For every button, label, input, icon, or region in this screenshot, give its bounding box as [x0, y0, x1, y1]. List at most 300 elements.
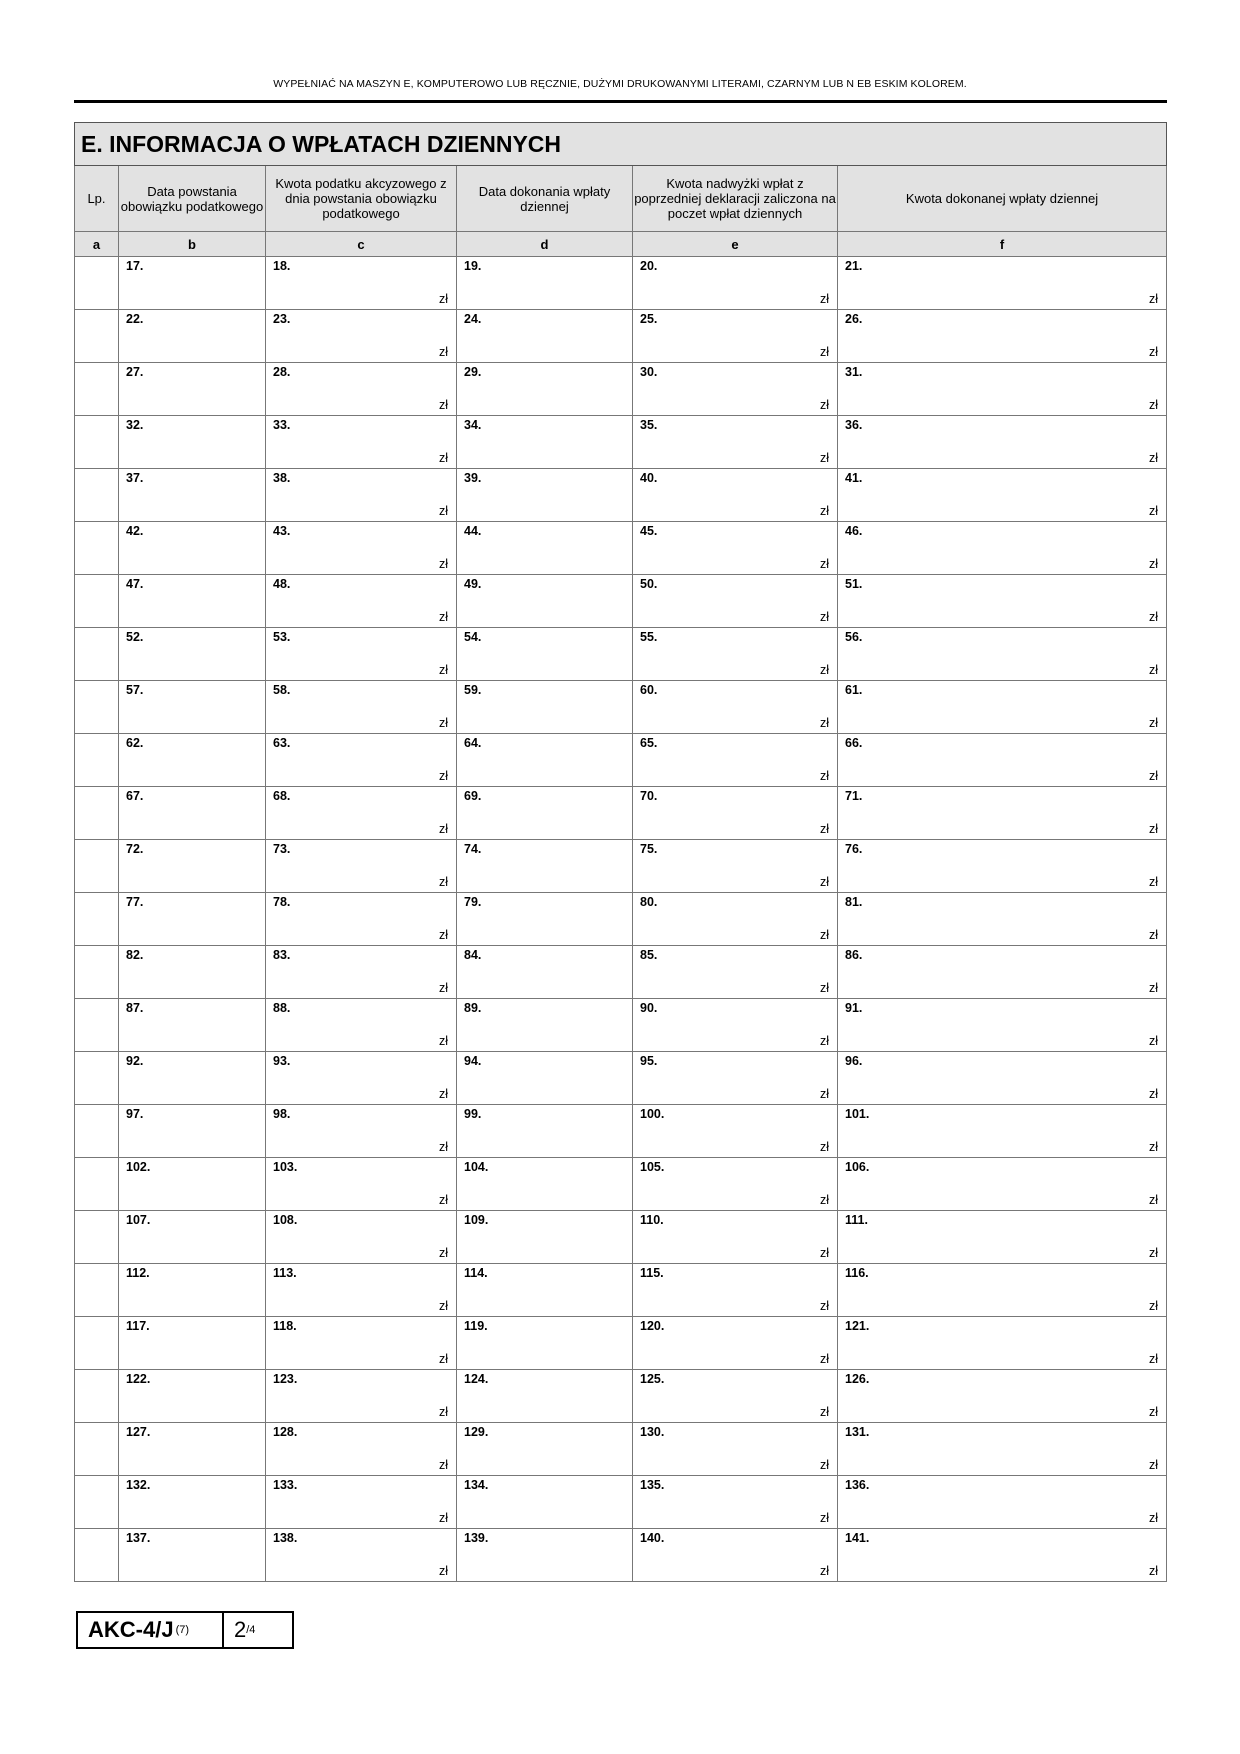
- field-payment-date[interactable]: [457, 893, 632, 945]
- field-number: 71.: [845, 789, 863, 803]
- field-excise-tax-amount[interactable]: [266, 363, 456, 415]
- cell-surplus-amount: [633, 1158, 838, 1211]
- field-surplus-amount[interactable]: [633, 787, 837, 839]
- field-tax-obligation-date[interactable]: [119, 1370, 265, 1422]
- letter-b: b: [119, 232, 266, 257]
- field-number: 103.: [273, 1160, 298, 1174]
- header-payment-amount: Kwota dokonanej wpłaty dziennej: [838, 166, 1167, 232]
- field-number: 59.: [464, 683, 482, 697]
- table-row: [75, 1529, 1167, 1582]
- currency-unit: zł: [438, 398, 448, 412]
- field-tax-obligation-date[interactable]: [119, 681, 265, 733]
- cell-surplus-amount: [633, 1476, 838, 1529]
- field-number: 123.: [273, 1372, 298, 1386]
- currency-unit: zł: [1149, 1511, 1159, 1525]
- field-number: 76.: [845, 842, 863, 856]
- field-surplus-amount[interactable]: [633, 628, 837, 680]
- cell-payment-date: [457, 999, 633, 1052]
- field-surplus-amount[interactable]: [633, 1052, 837, 1104]
- lp-cell: [75, 416, 119, 469]
- field-excise-tax-amount[interactable]: [266, 1052, 456, 1104]
- field-payment-amount[interactable]: [838, 1317, 1166, 1369]
- cell-excise-tax-amount: [266, 1476, 457, 1529]
- cell-payment-date: [457, 1317, 633, 1370]
- field-number: 134.: [464, 1478, 489, 1492]
- field-number: 57.: [126, 683, 144, 697]
- field-number: 122.: [126, 1372, 151, 1386]
- field-payment-amount[interactable]: [838, 1158, 1166, 1210]
- field-number: 63.: [273, 736, 291, 750]
- cell-payment-amount: [838, 522, 1167, 575]
- field-payment-date[interactable]: [457, 575, 632, 627]
- field-payment-date[interactable]: [457, 1317, 632, 1369]
- field-payment-date[interactable]: [457, 416, 632, 468]
- currency-unit: zł: [1149, 292, 1159, 306]
- cell-payment-amount: [838, 946, 1167, 999]
- cell-payment-amount: [838, 893, 1167, 946]
- field-tax-obligation-date[interactable]: [119, 1317, 265, 1369]
- cell-surplus-amount: [633, 787, 838, 840]
- currency-unit: zł: [438, 1246, 448, 1260]
- field-payment-date[interactable]: [457, 363, 632, 415]
- field-surplus-amount[interactable]: [633, 257, 837, 309]
- field-surplus-amount[interactable]: [633, 1158, 837, 1210]
- header-lp: Lp.: [75, 166, 119, 232]
- field-surplus-amount[interactable]: [633, 575, 837, 627]
- field-number: 118.: [273, 1319, 297, 1333]
- field-surplus-amount[interactable]: [633, 522, 837, 574]
- currency-unit: zł: [819, 1352, 829, 1366]
- cell-payment-date: [457, 628, 633, 681]
- table-row: [75, 681, 1167, 734]
- field-surplus-amount[interactable]: [633, 310, 837, 362]
- field-number: 140.: [640, 1531, 665, 1545]
- table-row: [75, 363, 1167, 416]
- section-title: E. INFORMACJA O WPŁATACH DZIENNYCH: [75, 123, 1167, 166]
- field-tax-obligation-date[interactable]: [119, 999, 265, 1051]
- currency-unit: zł: [819, 610, 829, 624]
- field-number: 24.: [464, 312, 482, 326]
- field-number: 26.: [845, 312, 863, 326]
- currency-unit: zł: [438, 928, 448, 942]
- field-excise-tax-amount[interactable]: [266, 681, 456, 733]
- field-number: 126.: [845, 1372, 870, 1386]
- cell-tax-obligation-date: [119, 999, 266, 1052]
- lp-cell: [75, 1370, 119, 1423]
- cell-excise-tax-amount: [266, 893, 457, 946]
- field-number: 121.: [845, 1319, 870, 1333]
- field-excise-tax-amount[interactable]: [266, 1529, 456, 1581]
- field-number: 77.: [126, 895, 144, 909]
- field-payment-date[interactable]: [457, 787, 632, 839]
- lp-cell: [75, 469, 119, 522]
- field-payment-amount[interactable]: [838, 1052, 1166, 1104]
- field-number: 67.: [126, 789, 144, 803]
- cell-surplus-amount: [633, 1529, 838, 1582]
- field-payment-amount[interactable]: [838, 999, 1166, 1051]
- field-number: 66.: [845, 736, 863, 750]
- currency-unit: zł: [819, 822, 829, 836]
- cell-surplus-amount: [633, 946, 838, 999]
- cell-payment-date: [457, 1423, 633, 1476]
- field-payment-date[interactable]: [457, 946, 632, 998]
- field-payment-amount[interactable]: [838, 363, 1166, 415]
- field-excise-tax-amount[interactable]: [266, 257, 456, 309]
- currency-unit: zł: [438, 1352, 448, 1366]
- field-surplus-amount[interactable]: [633, 1529, 837, 1581]
- field-payment-amount[interactable]: [838, 893, 1166, 945]
- field-number: 37.: [126, 471, 144, 485]
- currency-unit: zł: [819, 504, 829, 518]
- currency-unit: zł: [1149, 1140, 1159, 1154]
- currency-unit: zł: [819, 769, 829, 783]
- field-number: 111.: [845, 1213, 868, 1227]
- field-excise-tax-amount[interactable]: [266, 1264, 456, 1316]
- field-number: 128.: [273, 1425, 298, 1439]
- field-excise-tax-amount[interactable]: [266, 734, 456, 786]
- field-tax-obligation-date[interactable]: [119, 1052, 265, 1104]
- lp-cell: [75, 840, 119, 893]
- cell-tax-obligation-date: [119, 946, 266, 999]
- field-excise-tax-amount[interactable]: [266, 840, 456, 892]
- field-tax-obligation-date[interactable]: [119, 257, 265, 309]
- field-surplus-amount[interactable]: [633, 469, 837, 521]
- field-number: 75.: [640, 842, 658, 856]
- field-payment-date[interactable]: [457, 999, 632, 1051]
- field-surplus-amount[interactable]: [633, 1317, 837, 1369]
- field-tax-obligation-date[interactable]: [119, 310, 265, 362]
- field-number: 108.: [273, 1213, 298, 1227]
- field-number: 55.: [640, 630, 658, 644]
- currency-unit: zł: [819, 1140, 829, 1154]
- table-body: [75, 257, 1167, 1582]
- field-excise-tax-amount[interactable]: [266, 469, 456, 521]
- currency-unit: zł: [1149, 769, 1159, 783]
- field-number: 114.: [464, 1266, 488, 1280]
- field-number: 107.: [126, 1213, 151, 1227]
- field-surplus-amount[interactable]: [633, 1423, 837, 1475]
- field-tax-obligation-date[interactable]: [119, 416, 265, 468]
- field-number: 141.: [845, 1531, 870, 1545]
- cell-payment-amount: [838, 310, 1167, 363]
- field-surplus-amount[interactable]: [633, 1105, 837, 1157]
- table-row: [75, 1423, 1167, 1476]
- field-excise-tax-amount[interactable]: [266, 1423, 456, 1475]
- field-payment-amount[interactable]: [838, 1264, 1166, 1316]
- field-tax-obligation-date[interactable]: [119, 840, 265, 892]
- field-number: 86.: [845, 948, 863, 962]
- fill-instructions: WYPEŁNIAĆ NA MASZYN E, KOMPUTEROWO LUB RĘCZNIE, DUŻYMI DRUKOWANYMI LITERAMI, CZARNYM LUB N EB ESKIM KOLOREM.: [273, 78, 967, 90]
- field-surplus-amount[interactable]: [633, 999, 837, 1051]
- field-surplus-amount[interactable]: [633, 681, 837, 733]
- field-tax-obligation-date[interactable]: [119, 787, 265, 839]
- field-payment-date[interactable]: [457, 1052, 632, 1104]
- field-tax-obligation-date[interactable]: [119, 628, 265, 680]
- table-row: [75, 310, 1167, 363]
- lp-cell: [75, 787, 119, 840]
- field-surplus-amount[interactable]: [633, 893, 837, 945]
- field-number: 98.: [273, 1107, 291, 1121]
- field-payment-date[interactable]: [457, 1476, 632, 1528]
- cell-payment-date: [457, 1476, 633, 1529]
- cell-payment-amount: [838, 999, 1167, 1052]
- field-payment-date[interactable]: [457, 257, 632, 309]
- field-number: 127.: [126, 1425, 151, 1439]
- field-tax-obligation-date[interactable]: [119, 1529, 265, 1581]
- field-surplus-amount[interactable]: [633, 734, 837, 786]
- field-payment-amount[interactable]: [838, 416, 1166, 468]
- field-payment-date[interactable]: [457, 522, 632, 574]
- field-surplus-amount[interactable]: [633, 840, 837, 892]
- field-number: 51.: [845, 577, 863, 591]
- field-number: 27.: [126, 365, 144, 379]
- field-excise-tax-amount[interactable]: [266, 946, 456, 998]
- field-payment-amount[interactable]: [838, 1105, 1166, 1157]
- lp-cell: [75, 575, 119, 628]
- cell-excise-tax-amount: [266, 1370, 457, 1423]
- field-number: 25.: [640, 312, 658, 326]
- table-row: [75, 1476, 1167, 1529]
- field-payment-amount[interactable]: [838, 1529, 1166, 1581]
- table-row: [75, 1105, 1167, 1158]
- lp-cell: [75, 1264, 119, 1317]
- field-tax-obligation-date[interactable]: [119, 1264, 265, 1316]
- field-number: 20.: [640, 259, 658, 273]
- currency-unit: zł: [819, 981, 829, 995]
- field-payment-date[interactable]: [457, 1370, 632, 1422]
- currency-unit: zł: [1149, 716, 1159, 730]
- cell-surplus-amount: [633, 522, 838, 575]
- field-payment-date[interactable]: [457, 1105, 632, 1157]
- field-number: 91.: [845, 1001, 863, 1015]
- field-number: 97.: [126, 1107, 144, 1121]
- field-payment-amount[interactable]: [838, 522, 1166, 574]
- cell-surplus-amount: [633, 840, 838, 893]
- table-row: [75, 1264, 1167, 1317]
- cell-surplus-amount: [633, 628, 838, 681]
- currency-unit: zł: [438, 1458, 448, 1472]
- field-payment-date[interactable]: [457, 734, 632, 786]
- field-payment-date[interactable]: [457, 681, 632, 733]
- table-row: [75, 522, 1167, 575]
- field-excise-tax-amount[interactable]: [266, 1317, 456, 1369]
- field-tax-obligation-date[interactable]: [119, 1211, 265, 1263]
- field-payment-amount[interactable]: [838, 734, 1166, 786]
- cell-excise-tax-amount: [266, 1052, 457, 1105]
- field-excise-tax-amount[interactable]: [266, 1476, 456, 1528]
- field-number: 113.: [273, 1266, 297, 1280]
- cell-excise-tax-amount: [266, 1105, 457, 1158]
- field-payment-amount[interactable]: [838, 681, 1166, 733]
- field-number: 112.: [126, 1266, 150, 1280]
- field-surplus-amount[interactable]: [633, 946, 837, 998]
- field-number: 89.: [464, 1001, 482, 1015]
- field-payment-date[interactable]: [457, 1423, 632, 1475]
- field-number: 36.: [845, 418, 863, 432]
- field-payment-date[interactable]: [457, 310, 632, 362]
- currency-unit: zł: [1149, 1564, 1159, 1578]
- currency-unit: zł: [438, 981, 448, 995]
- header-payment-date: Data dokonania wpłaty dziennej: [457, 166, 633, 232]
- currency-unit: zł: [1149, 1034, 1159, 1048]
- field-excise-tax-amount[interactable]: [266, 1211, 456, 1263]
- cell-payment-amount: [838, 363, 1167, 416]
- currency-unit: zł: [438, 822, 448, 836]
- table-row: [75, 1317, 1167, 1370]
- lp-cell: [75, 1105, 119, 1158]
- cell-payment-amount: [838, 1476, 1167, 1529]
- field-tax-obligation-date[interactable]: [119, 469, 265, 521]
- field-number: 138.: [273, 1531, 298, 1545]
- field-payment-date[interactable]: [457, 1264, 632, 1316]
- cell-payment-date: [457, 310, 633, 363]
- field-number: 21.: [845, 259, 863, 273]
- field-tax-obligation-date[interactable]: [119, 1423, 265, 1475]
- lp-cell: [75, 946, 119, 999]
- field-tax-obligation-date[interactable]: [119, 575, 265, 627]
- field-excise-tax-amount[interactable]: [266, 416, 456, 468]
- field-payment-amount[interactable]: [838, 469, 1166, 521]
- field-number: 18.: [273, 259, 291, 273]
- currency-unit: zł: [819, 557, 829, 571]
- field-number: 39.: [464, 471, 482, 485]
- field-payment-date[interactable]: [457, 1529, 632, 1581]
- currency-unit: zł: [819, 663, 829, 677]
- cell-tax-obligation-date: [119, 1529, 266, 1582]
- field-payment-amount[interactable]: [838, 628, 1166, 680]
- field-number: 137.: [126, 1531, 151, 1545]
- lp-cell: [75, 1476, 119, 1529]
- field-payment-date[interactable]: [457, 469, 632, 521]
- cell-tax-obligation-date: [119, 469, 266, 522]
- column-letters: [75, 232, 1167, 257]
- cell-payment-amount: [838, 1211, 1167, 1264]
- field-payment-amount[interactable]: [838, 787, 1166, 839]
- field-number: 65.: [640, 736, 658, 750]
- field-number: 33.: [273, 418, 291, 432]
- field-payment-amount[interactable]: [838, 310, 1166, 362]
- currency-unit: zł: [438, 875, 448, 889]
- field-tax-obligation-date[interactable]: [119, 1158, 265, 1210]
- table-row: [75, 1211, 1167, 1264]
- field-payment-date[interactable]: [457, 1211, 632, 1263]
- field-payment-date[interactable]: [457, 1158, 632, 1210]
- lp-cell: [75, 681, 119, 734]
- field-tax-obligation-date[interactable]: [119, 363, 265, 415]
- field-payment-amount[interactable]: [838, 1423, 1166, 1475]
- field-number: 64.: [464, 736, 482, 750]
- currency-unit: zł: [819, 1193, 829, 1207]
- field-number: 136.: [845, 1478, 870, 1492]
- field-excise-tax-amount[interactable]: [266, 787, 456, 839]
- cell-tax-obligation-date: [119, 1158, 266, 1211]
- field-number: 129.: [464, 1425, 489, 1439]
- field-tax-obligation-date[interactable]: [119, 893, 265, 945]
- field-excise-tax-amount[interactable]: [266, 1370, 456, 1422]
- field-number: 130.: [640, 1425, 665, 1439]
- field-surplus-amount[interactable]: [633, 1211, 837, 1263]
- field-excise-tax-amount[interactable]: [266, 1105, 456, 1157]
- lp-cell: [75, 1423, 119, 1476]
- field-payment-amount[interactable]: [838, 840, 1166, 892]
- currency-unit: zł: [1149, 1458, 1159, 1472]
- field-number: 79.: [464, 895, 482, 909]
- field-excise-tax-amount[interactable]: [266, 522, 456, 574]
- field-payment-amount[interactable]: [838, 1211, 1166, 1263]
- field-number: 125.: [640, 1372, 665, 1386]
- cell-excise-tax-amount: [266, 1529, 457, 1582]
- cell-payment-amount: [838, 1317, 1167, 1370]
- field-number: 60.: [640, 683, 658, 697]
- field-excise-tax-amount[interactable]: [266, 310, 456, 362]
- cell-tax-obligation-date: [119, 522, 266, 575]
- cell-payment-amount: [838, 628, 1167, 681]
- field-surplus-amount[interactable]: [633, 1264, 837, 1316]
- field-excise-tax-amount[interactable]: [266, 999, 456, 1051]
- field-excise-tax-amount[interactable]: [266, 575, 456, 627]
- cell-excise-tax-amount: [266, 840, 457, 893]
- field-surplus-amount[interactable]: [633, 363, 837, 415]
- field-tax-obligation-date[interactable]: [119, 522, 265, 574]
- form-code-box: [78, 1613, 224, 1647]
- field-tax-obligation-date[interactable]: [119, 1476, 265, 1528]
- table-row: [75, 893, 1167, 946]
- field-tax-obligation-date[interactable]: [119, 1105, 265, 1157]
- field-number: 93.: [273, 1054, 291, 1068]
- field-payment-amount[interactable]: [838, 575, 1166, 627]
- field-payment-amount[interactable]: [838, 257, 1166, 309]
- field-number: 88.: [273, 1001, 291, 1015]
- field-payment-amount[interactable]: [838, 1370, 1166, 1422]
- field-payment-amount[interactable]: [838, 1476, 1166, 1528]
- field-number: 82.: [126, 948, 144, 962]
- currency-unit: zł: [819, 1564, 829, 1578]
- currency-unit: zł: [438, 292, 448, 306]
- field-excise-tax-amount[interactable]: [266, 628, 456, 680]
- cell-payment-amount: [838, 1105, 1167, 1158]
- currency-unit: zł: [1149, 663, 1159, 677]
- page-number-box: [224, 1613, 292, 1647]
- field-excise-tax-amount[interactable]: [266, 1158, 456, 1210]
- field-surplus-amount[interactable]: [633, 416, 837, 468]
- field-surplus-amount[interactable]: [633, 1476, 837, 1528]
- field-number: 133.: [273, 1478, 298, 1492]
- cell-payment-date: [457, 416, 633, 469]
- field-number: 104.: [464, 1160, 489, 1174]
- field-surplus-amount[interactable]: [633, 1370, 837, 1422]
- field-payment-date[interactable]: [457, 628, 632, 680]
- currency-unit: zł: [819, 875, 829, 889]
- field-number: 139.: [464, 1531, 489, 1545]
- cell-surplus-amount: [633, 363, 838, 416]
- field-excise-tax-amount[interactable]: [266, 893, 456, 945]
- field-payment-date[interactable]: [457, 840, 632, 892]
- currency-unit: zł: [438, 504, 448, 518]
- field-number: 17.: [126, 259, 144, 273]
- cell-payment-date: [457, 522, 633, 575]
- field-number: 92.: [126, 1054, 144, 1068]
- cell-tax-obligation-date: [119, 681, 266, 734]
- currency-unit: zł: [438, 769, 448, 783]
- field-number: 80.: [640, 895, 658, 909]
- lp-cell: [75, 734, 119, 787]
- field-tax-obligation-date[interactable]: [119, 734, 265, 786]
- currency-unit: zł: [1149, 981, 1159, 995]
- field-payment-amount[interactable]: [838, 946, 1166, 998]
- cell-surplus-amount: [633, 1423, 838, 1476]
- cell-surplus-amount: [633, 469, 838, 522]
- field-tax-obligation-date[interactable]: [119, 946, 265, 998]
